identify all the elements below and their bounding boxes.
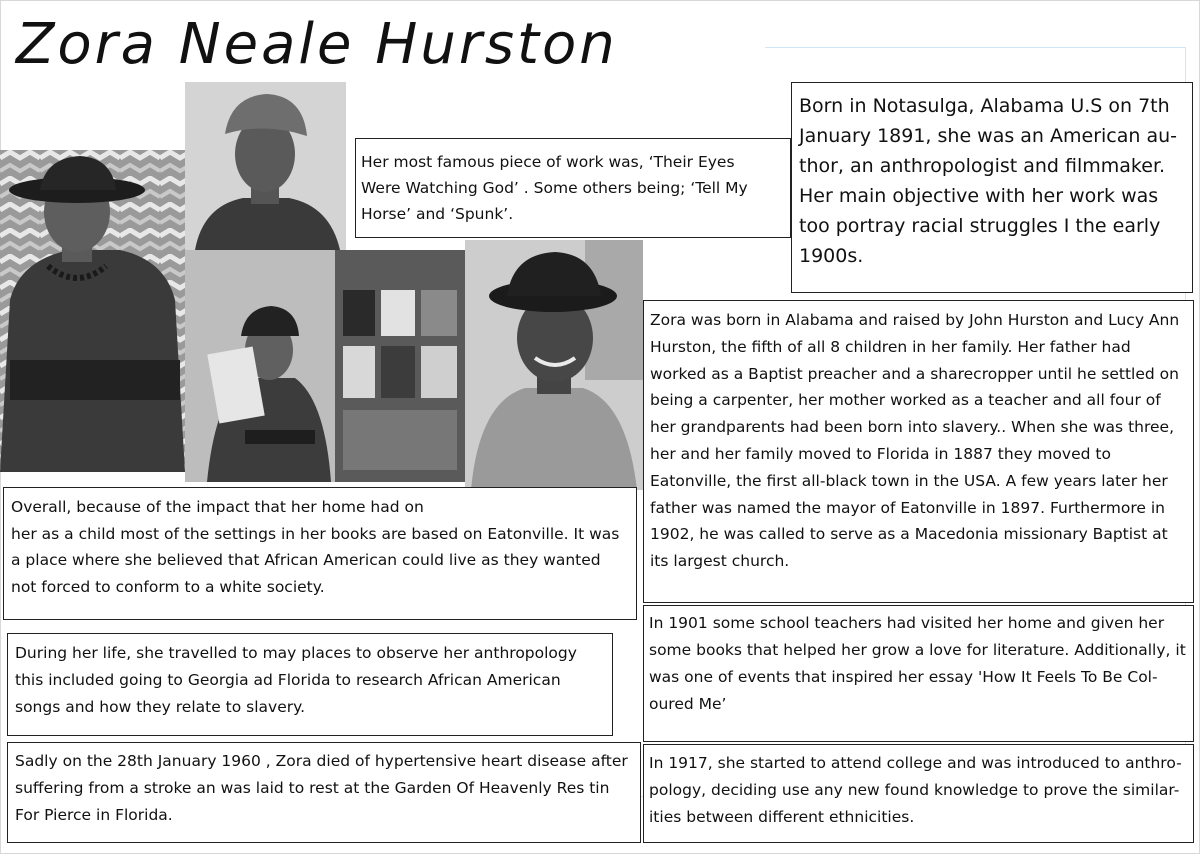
eatonville-influence-first-line: Overall, because of the impact that her home had on bbox=[11, 498, 424, 516]
smiling-hat-portrait-photo bbox=[465, 240, 643, 490]
famous-work-text: Her most famous piece of work was, ‘Their Eyes Were Watching God’ . Some others being; ‘Tell My Horse’ and ‘Spunk’. bbox=[355, 138, 791, 238]
eatonville-influence-text bbox=[3, 487, 637, 620]
eatonville-influence-rest: her as a child most of the settings in her books are based on Eatonville. It was a place where she believed that African American could live as they wanted not forced to conform to a white society. bbox=[11, 524, 620, 596]
layout-guide-horizontal bbox=[765, 47, 1185, 48]
family-history-text: Zora was born in Alabama and raised by John Hurston and Lucy Ann Hurston, the fifth of all 8 children in her family. Her father had worked as a Baptist preacher and a sharecropper until he settled on being a carpenter, her mother worked as a teacher and all four of her grandparents had been born into slavery.. When she was three, her and her family moved to Florida in 1887 they moved to Eatonville, the first all-black town in the USA. A few years later her father was named the mayor of Eatonville in 1897. Furthermore in 1902, he was called to serve as a Macedonia missionary Baptist at its largest church. bbox=[643, 300, 1194, 603]
portrait-hat-zigzag-photo bbox=[0, 150, 185, 472]
teachers-visit-text: In 1901 some school teachers had visited her home and given her some books that helped her grow a love for literature. Additionally, it was one of events that inspired her essay 'How It Feels To Be Col-oured Me’ bbox=[643, 605, 1194, 742]
bookshop-reading-photo bbox=[185, 250, 465, 482]
anthropology-travel-text: During her life, she travelled to may places to observe her anthropology this included going to Georgia ad Florida to research African American songs and how they relate to slavery. bbox=[7, 633, 613, 736]
page-title: Zora Neale Hurston bbox=[16, 12, 618, 77]
birth-info-text: Born in Notasulga, Alabama U.S on 7th January 1891, she was an American au-thor, an anthropologist and filmmaker. Her main objective with her work was too portray racial struggles I the early 1900s. bbox=[791, 82, 1193, 293]
college-education-text: In 1917, she started to attend college and was introduced to anthro-pology, deciding use any new found knowledge to prove the similar-ities between different ethnicities. bbox=[643, 744, 1194, 843]
portrait-beret-photo bbox=[185, 82, 346, 250]
death-info-text: Sadly on the 28th January 1960 , Zora died of hypertensive heart disease after suffering from a stroke an was laid to rest at the Garden Of Heavenly Res tin For Pierce in Florida. bbox=[7, 742, 641, 843]
